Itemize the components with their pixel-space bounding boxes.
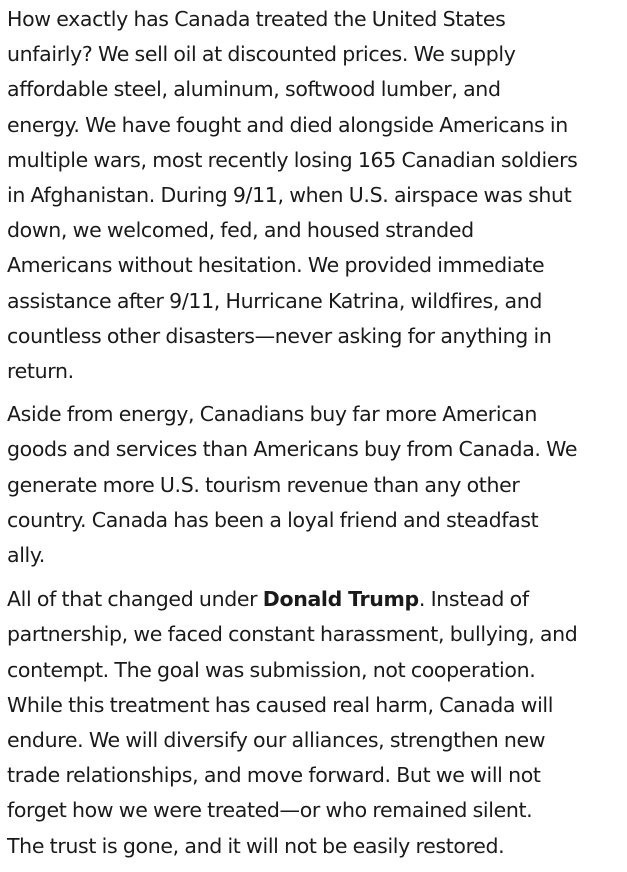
text-line: The trust is gone, and it will not be easily restored. bbox=[7, 833, 505, 858]
text-line: down, we welcomed, fed, and housed stranded bbox=[7, 218, 474, 243]
text-line bbox=[7, 582, 625, 617]
text-line: countless other disasters—never asking for anything in bbox=[7, 323, 552, 348]
text-line: Americans without hesitation. We provided immediate bbox=[7, 253, 545, 278]
text-line: partnership, we faced constant harassment, bullying, and bbox=[7, 622, 578, 647]
text-line: affordable steel, aluminum, softwood lumber, and bbox=[7, 77, 501, 102]
text-line: multiple wars, most recently losing 165 Canadian soldiers bbox=[7, 147, 578, 172]
paragraph-changed-relations bbox=[7, 582, 625, 864]
text-fragment: . Instead of bbox=[418, 587, 529, 612]
text-line: endure. We will diversify our alliances, strengthen new bbox=[7, 728, 546, 753]
text-line: country. Canada has been a loyal friend and steadfast bbox=[7, 507, 539, 532]
text-line: How exactly has Canada treated the United States bbox=[7, 7, 506, 31]
text-line: in Afghanistan. During 9/11, when U.S. airspace was shut bbox=[7, 183, 572, 208]
text-line: generate more U.S. tourism revenue than any other bbox=[7, 472, 520, 497]
document-body bbox=[7, 2, 625, 864]
text-line: goods and services than Americans buy from Canada. We bbox=[7, 437, 578, 462]
text-line: While this treatment has caused real harm, Canada will bbox=[7, 692, 554, 717]
paragraph-trade-tourism bbox=[7, 397, 625, 573]
text-line: Aside from energy, Canadians buy far more American bbox=[7, 402, 537, 427]
text-line: contempt. The goal was submission, not cooperation. bbox=[7, 657, 536, 682]
text-line: unfairly? We sell oil at discounted prices. We supply bbox=[7, 42, 516, 67]
text-line: ally. bbox=[7, 543, 45, 568]
text-line: return. bbox=[7, 359, 74, 384]
text-line: energy. We have fought and died alongside Americans in bbox=[7, 112, 568, 137]
bold-name: Donald Trump bbox=[262, 587, 419, 612]
text-line: assistance after 9/11, Hurricane Katrina, wildfires, and bbox=[7, 288, 543, 313]
text-fragment: All of that changed under bbox=[7, 587, 263, 612]
paragraph-canada-contributions bbox=[7, 2, 625, 389]
text-line: trade relationships, and move forward. But we will not bbox=[7, 763, 541, 788]
text-line: forget how we were treated—or who remained silent. bbox=[7, 798, 533, 823]
